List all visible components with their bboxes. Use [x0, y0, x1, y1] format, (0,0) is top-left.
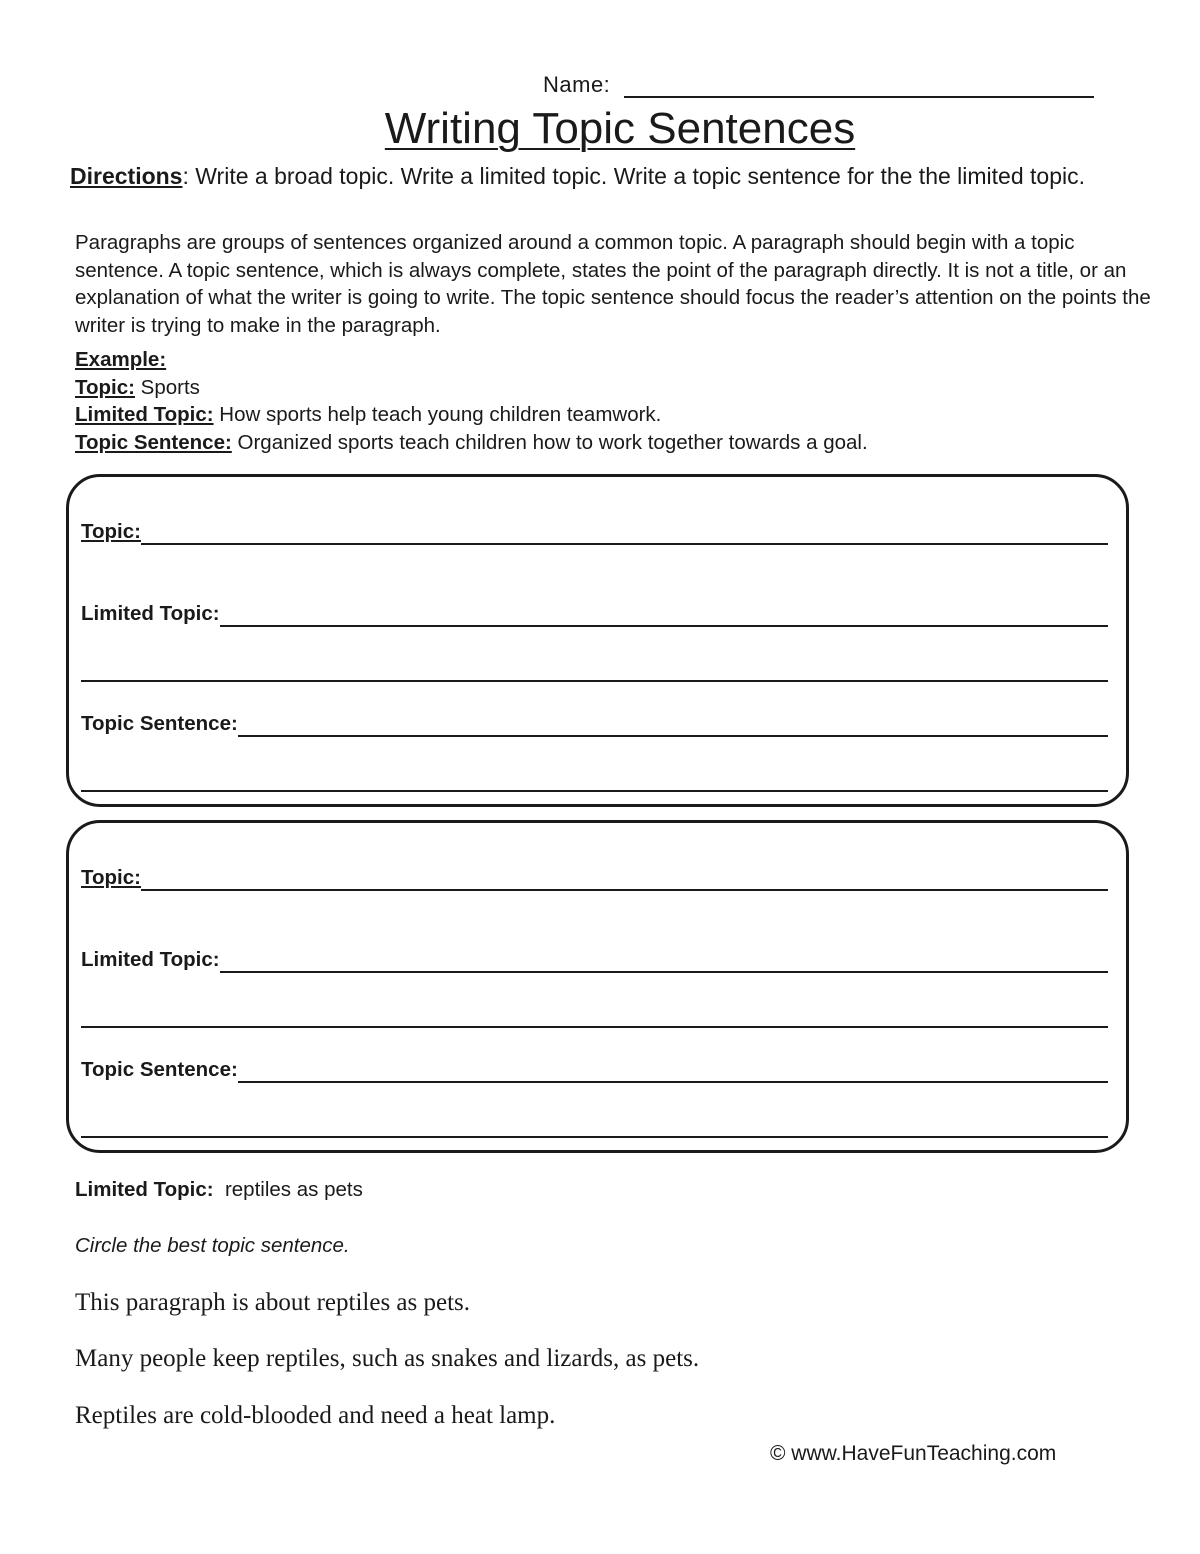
topic-answer-line[interactable]	[141, 887, 1108, 891]
choice-sentence-3[interactable]: Reptiles are cold-blooded and need a heat lamp.	[75, 1402, 556, 1429]
name-label: Name:	[543, 72, 611, 97]
footer-copyright: © www.HaveFunTeaching.com	[770, 1442, 1057, 1465]
intro-paragraph: Paragraphs are groups of sentences organized around a common topic. A paragraph should begin with a topic sentence. A topic sentence, which is always complete, states the point of the paragraph directly. It is not a title, or an explanation of what the writer is going to write. The topic sentence should focus the reader’s attention on the points the writer is trying to make in the paragraph.	[75, 231, 1151, 337]
topic-sentence-extra-line[interactable]	[81, 790, 1108, 792]
topic-sentence-field[interactable]	[81, 1059, 1108, 1081]
limited-topic-label: Limited Topic:	[81, 948, 220, 971]
limited-topic-extra-line[interactable]	[81, 1026, 1108, 1028]
topic-field[interactable]	[81, 867, 1108, 889]
topic-label: Topic:	[81, 520, 141, 543]
example-heading: Example:	[75, 348, 167, 371]
limited-topic-field[interactable]	[81, 603, 1108, 625]
limited-topic-answer-line[interactable]	[220, 623, 1108, 627]
directions-text: : Write a broad topic. Write a limited topic. Write a topic sentence for the the limited topic.	[182, 163, 1085, 189]
circle-instruction: Circle the best topic sentence.	[75, 1234, 350, 1257]
limited-topic-label: Limited Topic:	[81, 602, 220, 625]
topic-sentence-extra-line[interactable]	[81, 1136, 1108, 1138]
topic-sentence-answer-line[interactable]	[238, 1079, 1108, 1083]
choice-sentence-1[interactable]: This paragraph is about reptiles as pets.	[75, 1289, 471, 1316]
topic-sentence-label: Topic Sentence:	[81, 712, 238, 735]
question-limited-label: Limited Topic:	[75, 1178, 214, 1201]
page-title: Writing Topic Sentences	[384, 104, 856, 153]
topic-label: Topic:	[81, 866, 141, 889]
topic-answer-line[interactable]	[141, 541, 1108, 545]
topic-sentence-label: Topic Sentence:	[81, 1058, 238, 1081]
example-topic-label: Topic:	[75, 375, 135, 399]
limited-topic-field[interactable]	[81, 949, 1108, 971]
topic-sentence-field[interactable]	[81, 713, 1108, 735]
example-limited-label: Limited Topic:	[75, 403, 214, 426]
example-block	[75, 346, 868, 456]
example-sentence-value: Organized sports teach children how to work together towards a goal.	[231, 430, 868, 454]
name-field-line[interactable]	[624, 96, 1094, 98]
question-limited-topic	[75, 1178, 363, 1202]
limited-topic-extra-line[interactable]	[81, 680, 1108, 682]
directions-label: Directions	[70, 163, 183, 189]
example-limited-value: How sports help teach young children teamwork.	[213, 403, 662, 426]
directions	[70, 160, 1100, 192]
choice-sentence-2[interactable]: Many people keep reptiles, such as snakes and lizards, as pets.	[75, 1345, 700, 1372]
topic-field[interactable]	[81, 521, 1108, 543]
question-limited-value: reptiles as pets	[213, 1178, 363, 1201]
limited-topic-answer-line[interactable]	[220, 969, 1108, 973]
example-sentence-label: Topic Sentence:	[75, 430, 232, 454]
topic-sentence-answer-line[interactable]	[238, 733, 1108, 737]
exercise-box-1	[66, 474, 1129, 807]
exercise-box-2	[66, 820, 1129, 1153]
example-topic-value: Sports	[134, 375, 200, 399]
